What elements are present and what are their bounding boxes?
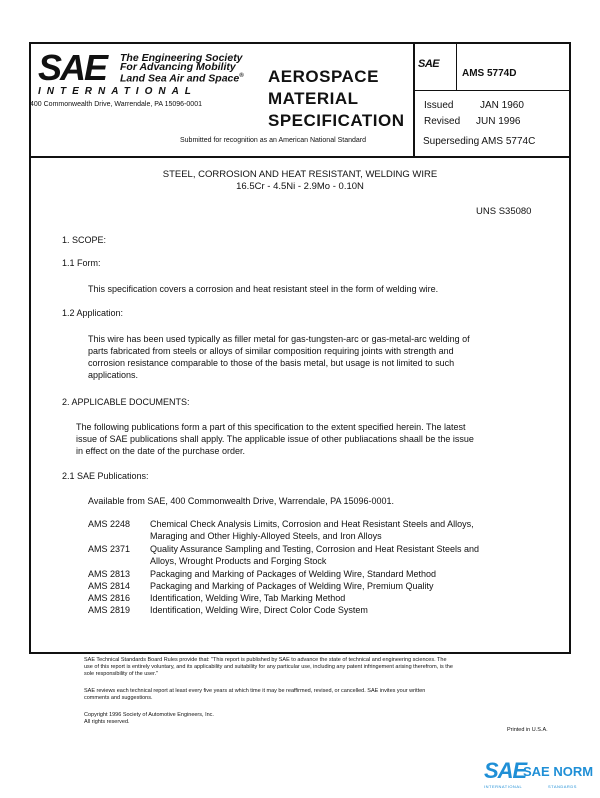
- sae-norm-logo: SAE: [484, 758, 527, 783]
- header-divider: [29, 156, 571, 158]
- section-2-text: [76, 421, 546, 457]
- reference-code: AMS 2371: [88, 544, 131, 554]
- title-material: MATERIAL: [268, 89, 359, 108]
- reference-description: Quality Assurance Sampling and Testing, Corrosion and Heat Resistant Steels and Alloys, Wrought Products and Forging Stock: [150, 544, 480, 566]
- doc-number-underline: [413, 90, 571, 91]
- doc-number-divider: [456, 42, 457, 90]
- registered-mark: ®: [239, 73, 244, 79]
- reference-code: AMS 2813: [88, 569, 131, 579]
- society-tagline: [120, 54, 244, 84]
- review-notice: SAE reviews each technical report at least every five years at which time it may be reaffirmed, revised, or cancelled. SAE invites your written comments and suggestions.: [84, 688, 426, 701]
- society-line-3: Land Sea Air and Space®: [120, 72, 244, 85]
- reference-description: Identification, Welding Wire, Tab Marking Method: [150, 593, 346, 603]
- revised-label: Revised: [424, 116, 461, 127]
- title-aerospace: AEROSPACE: [268, 67, 379, 86]
- policy-notice: SAE Technical Standards Board Rules provide that: "This report is published by SAE to advance the state of technical and engineering sciences. The use of this report is entirely voluntary, and its applicability and suitability for any particular use, including any patent infringement arising therefrom, is the sole responsibility of the user.": [84, 657, 453, 677]
- section-1-2-line: parts fabricated from steels or alloys of similar composition requiring joints with strength and: [88, 346, 454, 356]
- sae-norm-sub-standards: STANDARDS: [548, 784, 577, 789]
- section-2-heading: 2. APPLICABLE DOCUMENTS:: [62, 397, 190, 407]
- society-line-1: The Engineering Society: [120, 52, 243, 64]
- reference-code: AMS 2816: [88, 593, 131, 603]
- document-title: STEEL, CORROSION AND HEAT RESISTANT, WELDING WIRE: [162, 169, 438, 180]
- printed-in: Printed in U.S.A.: [507, 727, 548, 733]
- reference-code: AMS 2819: [88, 605, 131, 615]
- sae-small-logo: SAE: [418, 58, 440, 70]
- reference-description: Chemical Check Analysis Limits, Corrosion and Heat Resistant Steels and Alloys, Maraging and Other Highly-Alloyed Steels, and Iron Alloys: [150, 519, 474, 541]
- sae-norm-text: SAE NORM: [523, 764, 594, 779]
- issued-label: Issued: [424, 100, 454, 111]
- reference-code: AMS 2814: [88, 581, 131, 591]
- superseding-note: Superseding AMS 5774C: [423, 136, 536, 147]
- uns-number: UNS S35080: [476, 206, 532, 217]
- submitted-note: Submitted for recognition as an American National Standard: [180, 137, 366, 144]
- section-2-line: in effect on the date of the purchase order.: [76, 446, 245, 456]
- sae-logo: SAE: [38, 47, 107, 88]
- section-2-line: issue of SAE publications shall apply. The applicable issue of other publiacations shaall be the issue: [76, 434, 474, 444]
- copyright-notice: Copyright 1996 Society of Automotive Engineers, Inc. All rights reserved.: [84, 712, 214, 725]
- section-1-2-line: This wire has been used typically as filler metal for gas-tungsten-arc or gas-metal-arc welding of: [88, 334, 470, 344]
- section-2-1-text: Available from SAE, 400 Commonwealth Drive, Warrendale, PA 15096-0001.: [88, 496, 394, 506]
- sae-norm-sub-international: INTERNATIONAL: [484, 784, 523, 789]
- section-1-2-line: applications.: [88, 370, 139, 380]
- doc-number: AMS 5774D: [462, 68, 517, 79]
- issued-date: JAN 1960: [480, 100, 524, 111]
- reference-code: AMS 2248: [88, 519, 131, 529]
- composition: 16.5Cr - 4.5Ni - 2.9Mo - 0.10N: [236, 181, 364, 192]
- reference-description: Identification, Welding Wire, Direct Color Code System: [150, 605, 368, 615]
- revised-date: JUN 1996: [476, 116, 521, 127]
- reference-description: Packaging and Marking of Packages of Welding Wire, Standard Method: [150, 569, 436, 579]
- section-1-2-text: [88, 333, 538, 381]
- society-line-2: For Advancing Mobility: [120, 61, 236, 73]
- section-1-2-line: corrosion resistance comparable to those of the basis metal, but usage is not limited to such: [88, 358, 455, 368]
- international-label: INTERNATIONAL: [38, 86, 197, 97]
- title-specification: SPECIFICATION: [268, 111, 405, 130]
- section-2-1-heading: 2.1 SAE Publications:: [62, 471, 149, 481]
- section-2-line: The following publications form a part of this specification to the extent specified herein. The latest: [76, 422, 466, 432]
- section-1-heading: 1. SCOPE:: [62, 235, 107, 245]
- sae-address: 400 Commonwealth Drive, Warrendale, PA 15096-0001: [30, 101, 202, 108]
- section-1-1-text: This specification covers a corrosion and heat resistant steel in the form of welding wire.: [88, 284, 439, 294]
- section-1-2-heading: 1.2 Application:: [62, 308, 124, 318]
- header-vertical-divider: [413, 42, 415, 156]
- section-1-1-heading: 1.1 Form:: [62, 258, 101, 268]
- reference-description: Packaging and Marking of Packages of Welding Wire, Premium Quality: [150, 581, 434, 591]
